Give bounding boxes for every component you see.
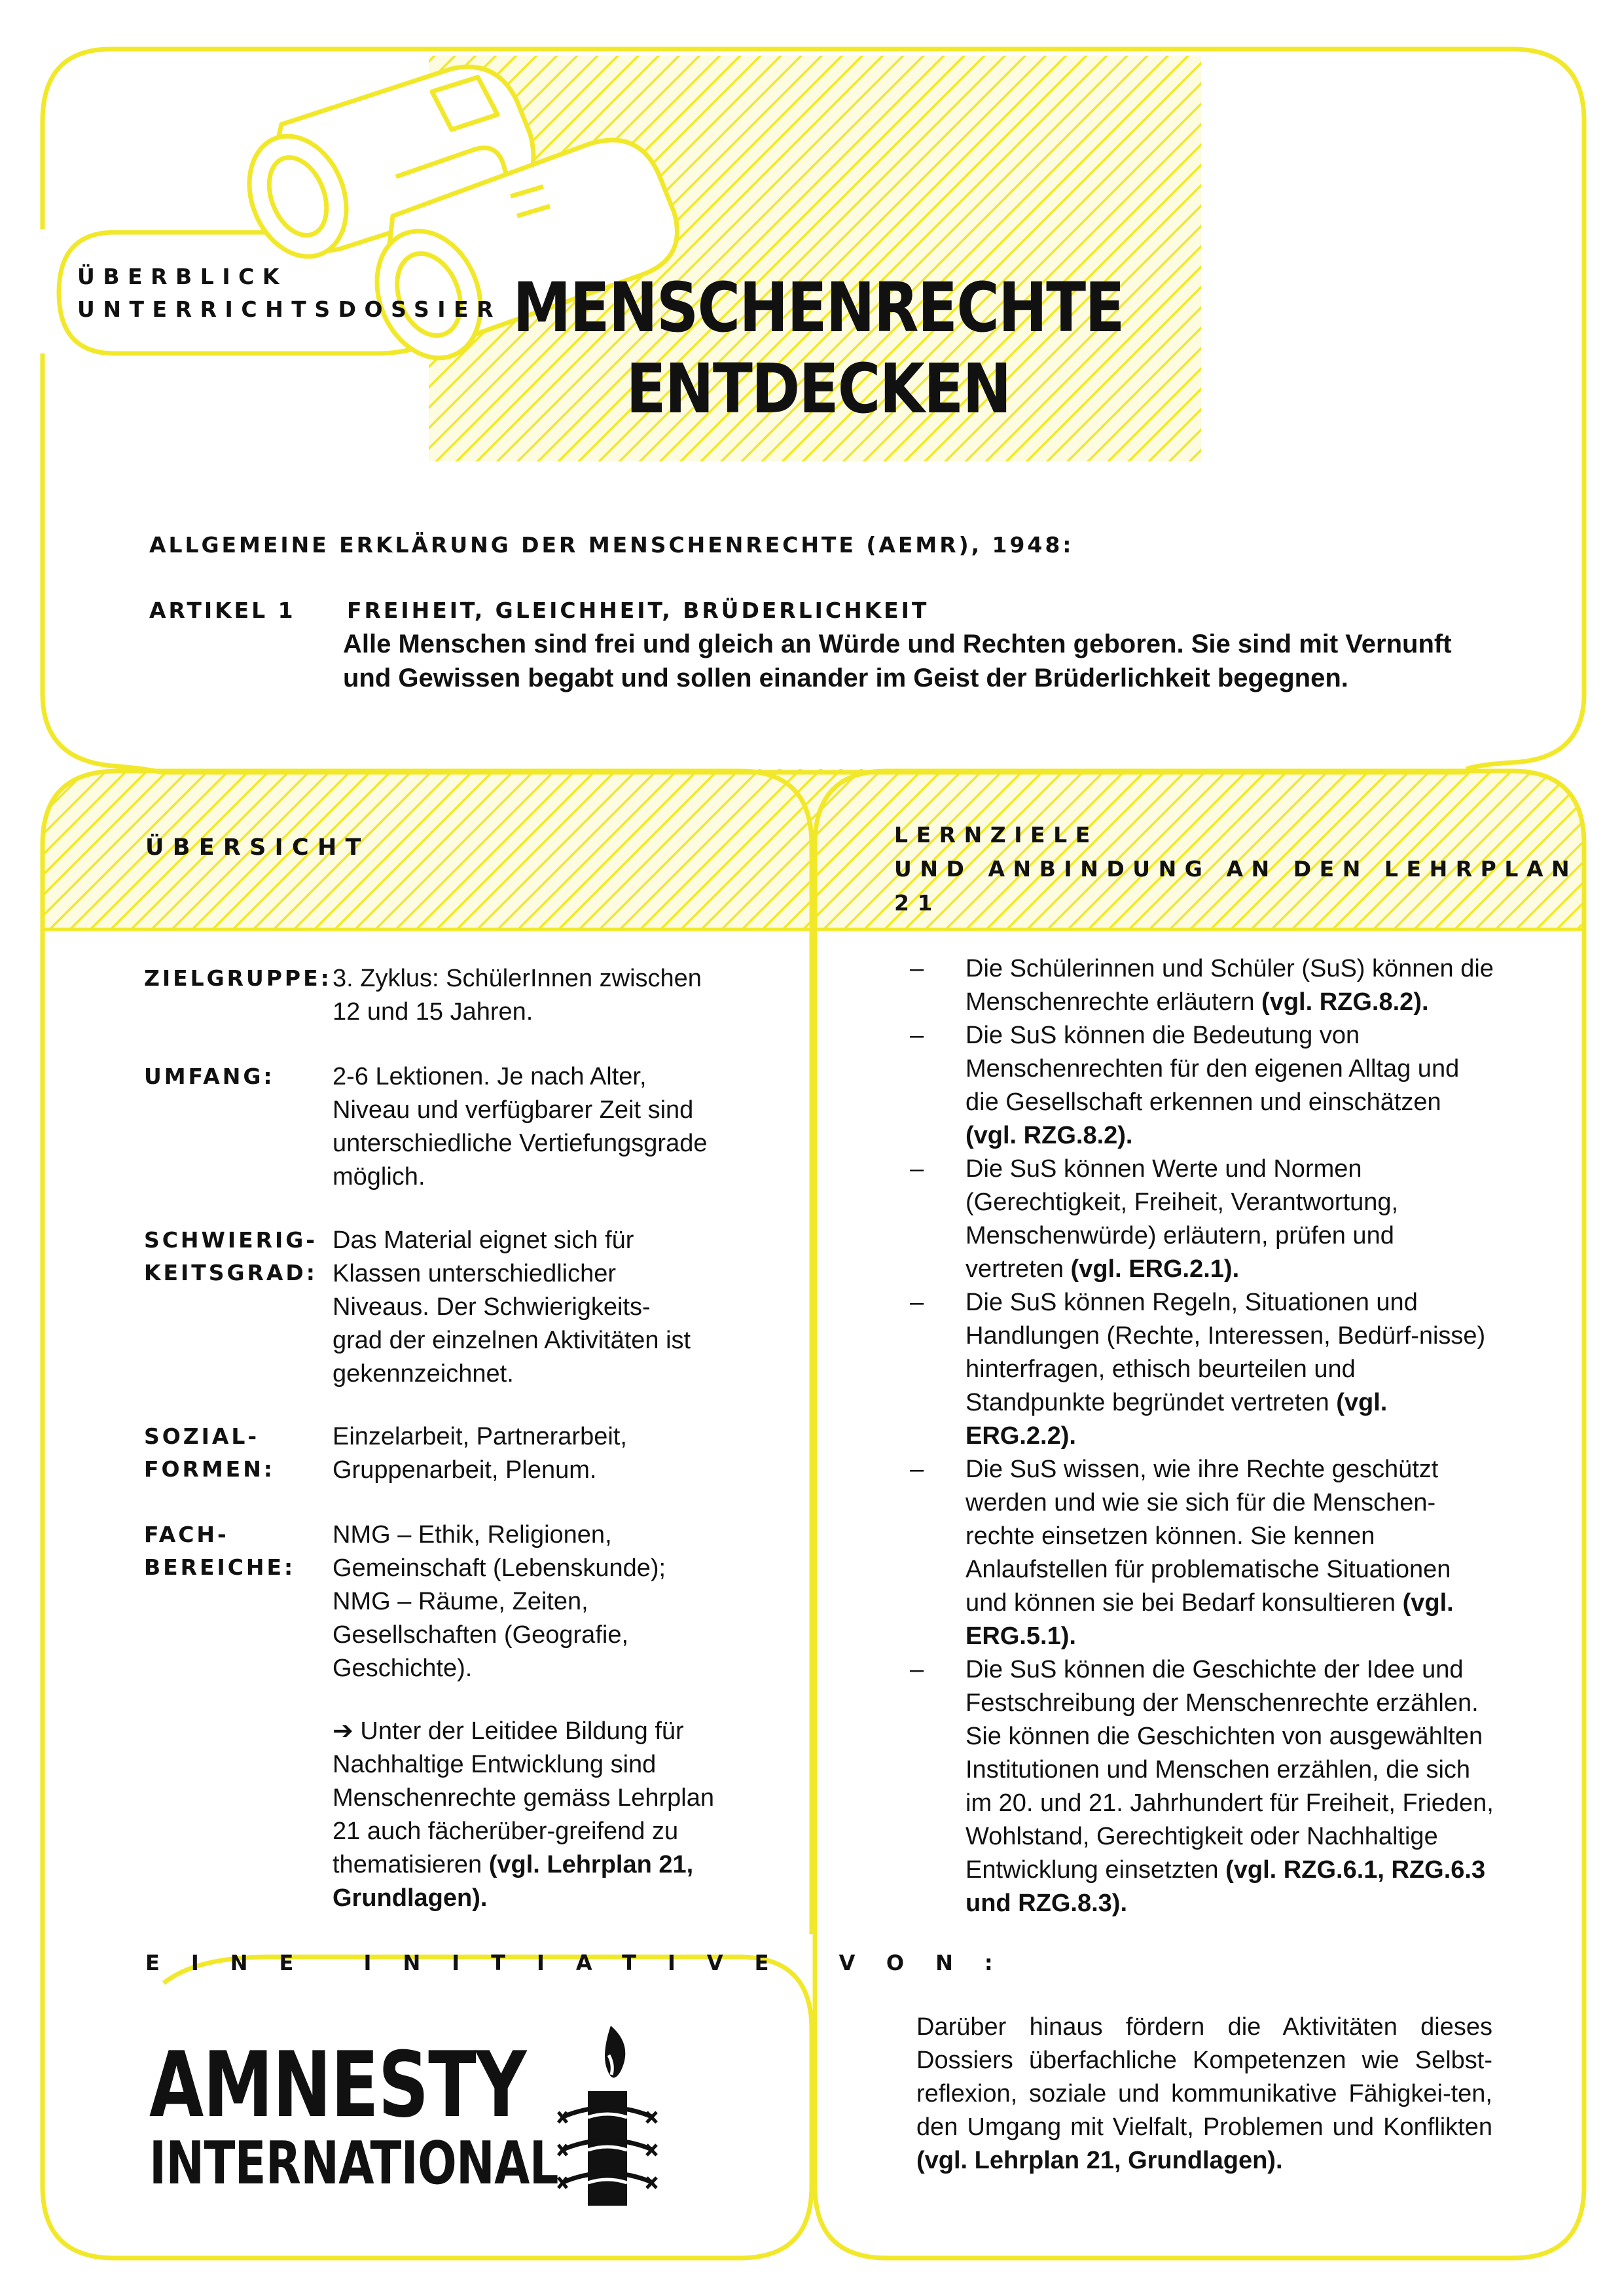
- article-text-line2: und Gewissen begabt und sollen einander im Geist der Brüderlichkeit begegnen.: [343, 664, 1348, 692]
- overview-row-schwierigkeitsgrad: [144, 1224, 720, 1394]
- overview-row-umfang: [144, 1060, 720, 1198]
- list-item: – Die SuS wissen, wie ihre Rechte geschützt werden und wie sie sich für die Menschen-rechte einsetzen können. Sie kennen Anlaufstellen für problematische Situationen und können sie bei Bedarf konsultieren (vgl. ERG.5.1).: [910, 1453, 1499, 1653]
- goals-heading-line1: LERNZIELE: [894, 822, 1098, 848]
- overview-row-sozialformen: [144, 1420, 720, 1492]
- amnesty-logo: [149, 2032, 791, 2209]
- list-item: – Die SuS können Regeln, Situationen und Handlungen (Rechte, Interessen, Bedürf-nisse) hinterfragen, ethisch beurteilen und Standpunkte begründet vertreten (vgl. ERG.2.2).: [910, 1286, 1499, 1453]
- overview-row-fachbereiche: [144, 1518, 720, 1689]
- row-value: Das Material eignet sich für Klassen unterschiedlicher Niveaus. Der Schwierigkeits-grad der einzelnen Aktivitäten ist gekennzeichnet.: [333, 1227, 691, 1388]
- kicker: [77, 260, 501, 326]
- arrow-right-icon: ➔: [333, 1717, 353, 1745]
- goals-closing: [916, 2011, 1492, 2178]
- row-value: Einzelarbeit, Partnerarbeit, Gruppenarbeit, Plenum.: [333, 1423, 627, 1484]
- list-item: – Die SuS können Werte und Normen (Gerechtigkeit, Freiheit, Verantwortung, Menschenwürde) erläutern, prüfen und vertreten (vgl. ERG.2.1).: [910, 1153, 1499, 1286]
- row-value: NMG – Ethik, Religionen, Gemeinschaft (Lebenskunde); NMG – Räume, Zeiten, Gesellschaften (Geografie, Geschichte).: [333, 1521, 666, 1682]
- overview-note: [333, 1715, 725, 1915]
- closing-ref: (vgl. Lehrplan 21, Grundlagen).: [916, 2147, 1283, 2174]
- row-value: 3. Zyklus: SchülerInnen zwischen 12 und 15 Jahren.: [333, 965, 702, 1026]
- list-item: – Die SuS können die Bedeutung von Menschenrechten für den eigenen Alltag und die Gesellschaft erkennen und einschätzen (vgl. RZG.8.2).: [910, 1019, 1499, 1153]
- row-label: ZIELGRUPPE:: [144, 965, 332, 991]
- note-ref: (vgl. Lehrplan 21, Grundlagen).: [333, 1851, 694, 1912]
- row-label: UMFANG:: [144, 1064, 275, 1089]
- logo-wordmark: [149, 2032, 558, 2198]
- page-title: [509, 267, 1128, 429]
- title-line2: ENTDECKEN: [626, 349, 1011, 429]
- overview-heading: ÜBERSICHT: [145, 834, 370, 861]
- kicker-line1: ÜBERBLICK: [77, 264, 288, 289]
- article-text: [343, 627, 1521, 695]
- note-text: Unter der Leitidee Bildung für Nachhaltige Entwicklung sind Menschenrechte gemäss Lehrplan 21 auch fächerüber-greifend zu thematisieren: [333, 1717, 715, 1878]
- row-label: SCHWIERIG-KEITSGRAD:: [144, 1227, 317, 1285]
- list-item: – Die SuS können die Geschichte der Idee und Festschreibung der Menschenrechte erzählen. Sie können die Geschichten von ausgewählten Institutionen und Menschen erzählen, die sich im 20. und 21. Jahrhundert für Freiheit, Frieden, Wohlstand, Gerechtigkeit oder Nachhaltige Entwicklung einsetzten (vgl. RZG.6.1, RZG.6.3 und RZG.8.3).: [910, 1653, 1499, 1920]
- row-label: SOZIAL-FORMEN:: [144, 1424, 275, 1482]
- kicker-line2: UNTERRICHTSDOSSIER: [77, 296, 502, 322]
- logo-line2: INTERNATIONAL: [149, 2129, 558, 2198]
- logo-line1: AMNESTY: [149, 2032, 526, 2138]
- row-label: FACH-BEREICHE:: [144, 1522, 296, 1580]
- article-label: ARTIKEL 1: [149, 598, 296, 623]
- row-value: 2-6 Lektionen. Je nach Alter, Niveau und verfügbarer Zeit sind unterschiedliche Vertiefungsgrade möglich.: [333, 1063, 708, 1191]
- goals-heading-line2: UND ANBINDUNG AN DEN LEHRPLAN 21: [894, 856, 1578, 916]
- closing-text: Darüber hinaus fördern die Aktivitäten dieses Dossiers überfachliche Kompetenzen wie Selbst-reflexion, soziale und kommunikative Fähigkei-ten, den Umgang mit Vielfalt, Problemen und Konflikten: [916, 2013, 1492, 2141]
- overview-row-zielgruppe: [144, 962, 720, 1034]
- goals-heading: [894, 818, 1624, 920]
- list-item: – Die Schülerinnen und Schüler (SuS) können die Menschenrechte erläutern (vgl. RZG.8.2).: [910, 952, 1499, 1019]
- article-title: FREIHEIT, GLEICHHEIT, BRÜDERLICHKEIT: [347, 598, 929, 623]
- article-text-line1: Alle Menschen sind frei und gleich an Würde und Rechten geboren. Sie sind mit Vernunft: [343, 630, 1452, 658]
- title-line1: MENSCHENRECHTE: [513, 268, 1124, 348]
- initiative-label: EINE INITIATIVE VON:: [145, 1950, 1024, 1975]
- goals-list: [910, 952, 1499, 1920]
- declaration-heading: ALLGEMEINE ERKLÄRUNG DER MENSCHENRECHTE (AEMR), 1948:: [149, 532, 1074, 558]
- candle-barbed-wire-icon: [549, 2019, 666, 2215]
